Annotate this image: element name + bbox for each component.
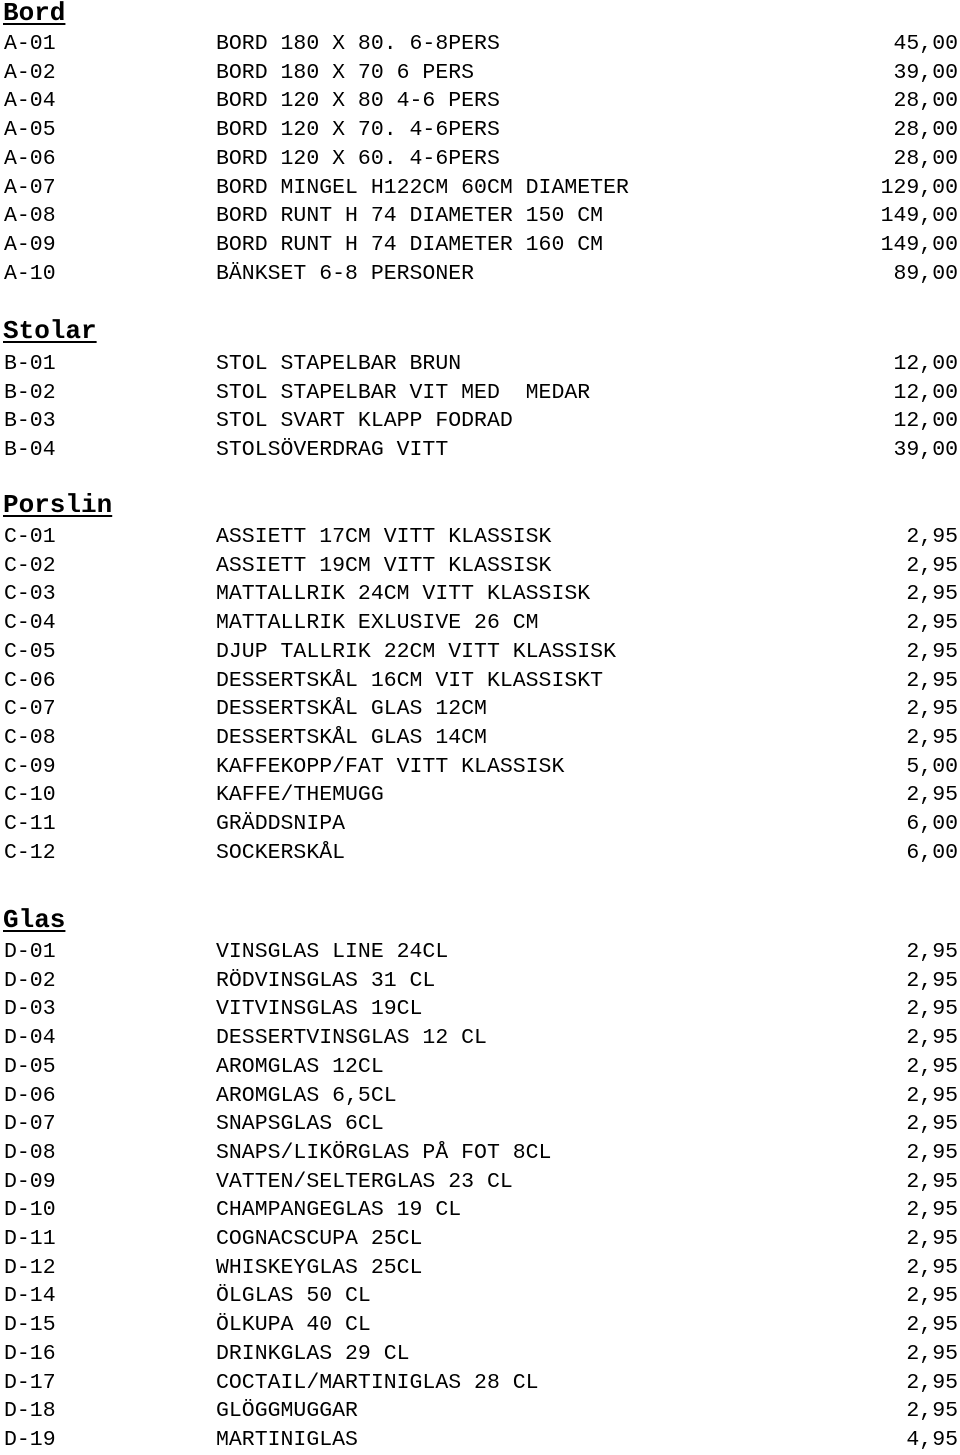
table-row — [0, 1110, 960, 1139]
item-price: 2,95 — [906, 1198, 958, 1223]
item-code: D-05 — [4, 1054, 56, 1079]
item-description: BORD 180 X 70 6 PERS — [216, 60, 475, 85]
item-description: COGNACSCUPA 25CL — [216, 1227, 423, 1251]
table-row — [0, 810, 960, 839]
item-price: 2,95 — [906, 611, 958, 636]
item-description: BORD RUNT H 74 DIAMETER 160 CM — [216, 232, 604, 257]
item-description: AROMGLAS 6,5CL — [216, 1083, 397, 1108]
item-price: 2,95 — [906, 1054, 958, 1079]
item-code: C-09 — [4, 754, 56, 779]
table-row — [0, 781, 960, 810]
item-code: A-06 — [4, 146, 56, 171]
item-code: A-01 — [4, 32, 56, 56]
section-heading: Stolar — [3, 316, 97, 346]
table-row — [0, 87, 960, 116]
item-price: 2,95 — [906, 1083, 958, 1108]
item-description: WHISKEYGLAS 25CL — [216, 1255, 423, 1280]
table-row — [0, 995, 960, 1024]
table-row — [0, 580, 960, 609]
item-description: SOCKERSKÅL — [216, 840, 346, 865]
item-description: BORD MINGEL H122CM 60CM DIAMETER — [216, 175, 629, 200]
item-description: ÖLKUPA 40 CL — [216, 1313, 371, 1338]
item-code: B-03 — [4, 409, 56, 434]
item-price: 2,95 — [906, 668, 958, 693]
item-description: VINSGLAS LINE 24CL — [216, 940, 449, 964]
item-code: D-16 — [4, 1341, 56, 1366]
item-code: D-06 — [4, 1083, 56, 1108]
item-code: D-03 — [4, 997, 56, 1022]
item-price: 2,95 — [906, 997, 958, 1022]
item-price: 2,95 — [906, 1026, 958, 1051]
item-code: D-11 — [4, 1227, 56, 1251]
item-description: MARTINIGLAS — [216, 1427, 358, 1452]
item-price: 2,95 — [906, 783, 958, 808]
table-row — [0, 638, 960, 667]
section-heading: Bord — [3, 0, 66, 28]
table-row — [0, 667, 960, 696]
item-price: 129,00 — [880, 175, 958, 200]
item-price: 4,95 — [906, 1427, 958, 1452]
item-code: C-05 — [4, 639, 56, 664]
table-row — [0, 523, 960, 552]
item-price: 2,95 — [906, 525, 958, 549]
table-row — [0, 1168, 960, 1197]
item-description: DESSERTSKÅL GLAS 12CM — [216, 697, 487, 722]
item-code: D-09 — [4, 1169, 56, 1194]
table-row — [0, 552, 960, 581]
item-code: D-10 — [4, 1198, 56, 1223]
table-row — [0, 695, 960, 724]
item-price: 39,00 — [893, 60, 958, 85]
item-code: A-07 — [4, 175, 56, 200]
item-price: 2,95 — [906, 553, 958, 578]
table-row — [0, 1225, 960, 1254]
item-price: 28,00 — [893, 118, 958, 143]
item-price: 2,95 — [906, 697, 958, 722]
item-code: D-08 — [4, 1140, 56, 1165]
item-code: D-15 — [4, 1313, 56, 1338]
table-row — [0, 1024, 960, 1053]
item-description: STOL STAPELBAR VIT MED MEDAR — [216, 380, 591, 405]
item-price: 2,95 — [906, 1140, 958, 1165]
item-code: B-04 — [4, 438, 56, 463]
item-code: C-06 — [4, 668, 56, 693]
item-price: 2,95 — [906, 968, 958, 993]
item-price: 2,95 — [906, 1370, 958, 1395]
table-row — [0, 260, 960, 289]
table-row — [0, 407, 960, 436]
item-code: D-01 — [4, 940, 56, 964]
table-row — [0, 1369, 960, 1398]
table-row — [0, 1254, 960, 1283]
item-description: VITVINSGLAS 19CL — [216, 997, 423, 1022]
table-row — [0, 145, 960, 174]
item-code: D-12 — [4, 1255, 56, 1280]
item-description: KAFFEKOPP/FAT VITT KLASSISK — [216, 754, 565, 779]
item-price: 2,95 — [906, 1399, 958, 1424]
item-code: B-01 — [4, 352, 56, 376]
item-price: 2,95 — [906, 1313, 958, 1338]
item-price: 12,00 — [893, 409, 958, 434]
item-description: DJUP TALLRIK 22CM VITT KLASSISK — [216, 639, 616, 664]
item-description: SNAPS/LIKÖRGLAS PÅ FOT 8CL — [216, 1140, 552, 1165]
item-description: DESSERTSKÅL GLAS 14CM — [216, 725, 487, 750]
item-description: DRINKGLAS 29 CL — [216, 1341, 410, 1366]
item-price: 149,00 — [880, 232, 958, 257]
item-code: C-03 — [4, 582, 56, 607]
table-row — [0, 1426, 960, 1455]
table-row — [0, 116, 960, 145]
table-row — [0, 1340, 960, 1369]
item-code: B-02 — [4, 380, 56, 405]
item-description: BORD 120 X 70. 4-6PERS — [216, 118, 500, 143]
item-code: D-18 — [4, 1399, 56, 1424]
table-row — [0, 938, 960, 967]
item-description: DESSERTVINSGLAS 12 CL — [216, 1026, 487, 1051]
item-price: 28,00 — [893, 146, 958, 171]
item-description: BORD 120 X 80 4-6 PERS — [216, 89, 500, 114]
table-row — [0, 1282, 960, 1311]
item-code: D-17 — [4, 1370, 56, 1395]
item-price: 2,95 — [906, 1112, 958, 1137]
item-code: D-04 — [4, 1026, 56, 1051]
table-row — [0, 379, 960, 408]
table-row — [0, 1196, 960, 1225]
item-description: GLÖGGMUGGAR — [216, 1399, 358, 1424]
table-row — [0, 1397, 960, 1426]
item-code: C-08 — [4, 725, 56, 750]
item-code: A-02 — [4, 60, 56, 85]
item-price: 6,00 — [906, 812, 958, 836]
item-code: A-04 — [4, 89, 56, 114]
section-heading: Glas — [3, 905, 66, 935]
item-price: 2,95 — [906, 582, 958, 607]
item-price: 6,00 — [906, 840, 958, 865]
item-code: D-14 — [4, 1284, 56, 1309]
item-price: 149,00 — [880, 204, 958, 229]
item-code: A-10 — [4, 261, 56, 286]
table-row — [0, 839, 960, 868]
item-code: D-07 — [4, 1112, 56, 1137]
item-price: 12,00 — [893, 380, 958, 405]
table-row — [0, 174, 960, 203]
item-price: 28,00 — [893, 89, 958, 114]
item-description: ASSIETT 17CM VITT KLASSISK — [216, 525, 552, 549]
table-row — [0, 724, 960, 753]
item-code: C-11 — [4, 812, 56, 836]
table-row — [0, 1139, 960, 1168]
item-description: BORD 120 X 60. 4-6PERS — [216, 146, 500, 171]
item-price: 45,00 — [893, 32, 958, 56]
table-row — [0, 609, 960, 638]
item-description: ÖLGLAS 50 CL — [216, 1284, 371, 1309]
item-description: GRÄDDSNIPA — [216, 812, 346, 836]
item-description: BÄNKSET 6-8 PERSONER — [216, 261, 475, 286]
item-code: C-01 — [4, 525, 56, 549]
item-price: 89,00 — [893, 261, 958, 286]
table-row — [0, 30, 960, 59]
table-row — [0, 202, 960, 231]
item-price: 2,95 — [906, 639, 958, 664]
item-description: COCTAIL/MARTINIGLAS 28 CL — [216, 1370, 539, 1395]
item-description: BORD 180 X 80. 6-8PERS — [216, 32, 500, 56]
item-description: VATTEN/SELTERGLAS 23 CL — [216, 1169, 513, 1194]
item-code: C-04 — [4, 611, 56, 636]
item-description: MATTALLRIK 24CM VITT KLASSISK — [216, 582, 591, 607]
section-heading: Porslin — [3, 490, 113, 520]
item-price: 2,95 — [906, 1284, 958, 1309]
item-price: 2,95 — [906, 1169, 958, 1194]
item-price: 12,00 — [893, 352, 958, 376]
item-price: 5,00 — [906, 754, 958, 779]
item-description: STOLSÖVERDRAG VITT — [216, 438, 449, 463]
item-price: 2,95 — [906, 1341, 958, 1366]
item-code: A-05 — [4, 118, 56, 143]
item-description: MATTALLRIK EXLUSIVE 26 CM — [216, 611, 539, 636]
table-row — [0, 59, 960, 88]
table-row — [0, 967, 960, 996]
item-code: C-10 — [4, 783, 56, 808]
item-description: CHAMPANGEGLAS 19 CL — [216, 1198, 462, 1223]
item-description: ASSIETT 19CM VITT KLASSISK — [216, 553, 552, 578]
table-row — [0, 1311, 960, 1340]
item-price: 2,95 — [906, 940, 958, 964]
item-description: DESSERTSKÅL 16CM VIT KLASSISKT — [216, 668, 604, 693]
table-row — [0, 231, 960, 260]
item-description: STOL SVART KLAPP FODRAD — [216, 409, 513, 434]
item-description: RÖDVINSGLAS 31 CL — [216, 968, 436, 993]
table-row — [0, 350, 960, 379]
item-code: C-07 — [4, 697, 56, 722]
table-row — [0, 1053, 960, 1082]
item-price: 2,95 — [906, 725, 958, 750]
item-code: C-02 — [4, 553, 56, 578]
item-code: D-02 — [4, 968, 56, 993]
item-code: D-19 — [4, 1427, 56, 1452]
item-code: A-08 — [4, 204, 56, 229]
item-description: STOL STAPELBAR BRUN — [216, 352, 462, 376]
item-price: 2,95 — [906, 1227, 958, 1251]
table-row — [0, 753, 960, 782]
table-row — [0, 1082, 960, 1111]
item-description: KAFFE/THEMUGG — [216, 783, 384, 808]
item-description: SNAPSGLAS 6CL — [216, 1112, 384, 1137]
item-description: AROMGLAS 12CL — [216, 1054, 384, 1079]
item-code: A-09 — [4, 232, 56, 257]
item-price: 2,95 — [906, 1255, 958, 1280]
item-description: BORD RUNT H 74 DIAMETER 150 CM — [216, 204, 604, 229]
table-row — [0, 436, 960, 465]
item-price: 39,00 — [893, 438, 958, 463]
item-code: C-12 — [4, 840, 56, 865]
